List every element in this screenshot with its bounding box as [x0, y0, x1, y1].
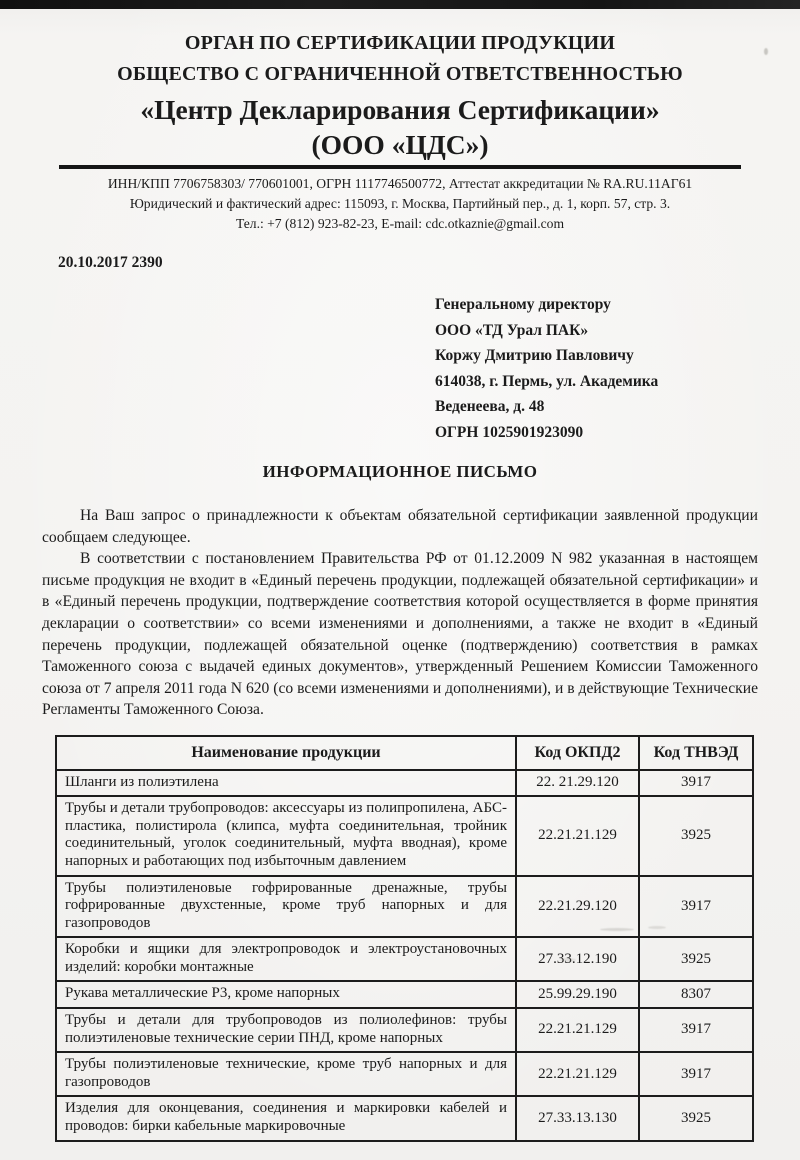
- okpd2-code-cell: 22.21.21.129: [516, 1008, 639, 1052]
- recipient-position: Генеральному директору: [435, 296, 611, 313]
- tnved-code-cell: 3925: [639, 796, 753, 875]
- product-name-cell: Трубы полиэтиленовые гофрированные дренажные, трубы гофрированные двухстенные, кроме труб напорных и для газопроводов: [56, 876, 516, 938]
- column-header-okpd2: Код ОКПД2: [516, 736, 639, 770]
- product-codes-table: [55, 735, 754, 1142]
- table-row: [56, 981, 753, 1008]
- product-name-cell: Шланги из полиэтилена: [56, 770, 516, 797]
- scan-edge-artifact: [0, 0, 800, 9]
- org-form-line: ОБЩЕСТВО С ОГРАНИЧЕННОЙ ОТВЕТСТВЕННОСТЬЮ: [117, 63, 683, 85]
- scan-artifact: [648, 926, 666, 929]
- letterhead: [0, 0, 800, 161]
- tnved-code-cell: 3925: [639, 1096, 753, 1140]
- recipient-ogrn: ОГРН 1025901923090: [435, 423, 584, 441]
- letter-date-number: 20.10.2017 2390: [58, 254, 163, 271]
- tnved-code-cell: 3917: [639, 1008, 753, 1052]
- org-phone-email: Тел.: +7 (812) 923-82-23, E-mail: cdc.otkaznie@gmail.com: [235, 216, 565, 231]
- letter-paragraph-2: В соответствии с постановлением Правительства РФ от 01.12.2009 N 982 указанная в настоящем письме продукция не входит в «Единый перечень продукции, подлежащей обязательной сертификации» и в «Единый перечень продукции, подтверждение соответствия которой осуществляется в форме принятия декларации о соответствии» со всеми изменениями и дополнениями, а также не входит в «Единый перечень продукции, подлежащей обязательной оценке (подтверждению) соответствия в рамках Таможенного союза с выдачей единых документов», утвержденный Решением Комиссии Таможенного союза от 7 апреля 2011 года N 620 (со всеми изменениями и дополнениями), и в действующие Технические Регламенты Таможенного Союза.: [42, 550, 758, 719]
- recipient-block: [435, 292, 693, 445]
- recipient-company: ООО «ТД Урал ПАК»: [435, 321, 589, 339]
- tnved-code-cell: 3917: [639, 770, 753, 797]
- table-row: [56, 796, 753, 875]
- okpd2-code-cell: 27.33.12.190: [516, 937, 639, 981]
- letterhead-divider: [59, 165, 741, 169]
- recipient-person: Коржу Дмитрию Павловичу: [435, 347, 634, 364]
- scan-artifact: [600, 928, 634, 931]
- table-row: [56, 770, 753, 797]
- okpd2-code-cell: 22.21.21.129: [516, 1052, 639, 1096]
- table-header-row: [56, 736, 753, 770]
- product-name-cell: Рукава металлические Р3, кроме напорных: [56, 981, 516, 1008]
- letterhead-contacts: [0, 174, 800, 234]
- table-row: [56, 1008, 753, 1052]
- org-type-line: ОРГАН ПО СЕРТИФИКАЦИИ ПРОДУКЦИИ: [184, 32, 616, 54]
- tnved-code-cell: 3925: [639, 937, 753, 981]
- column-header-tnved: Код ТНВЭД: [639, 736, 753, 770]
- letter-body: [42, 505, 758, 721]
- okpd2-code-cell: 22.21.29.120: [516, 876, 639, 938]
- tnved-code-cell: 3917: [639, 1052, 753, 1096]
- okpd2-code-cell: 27.33.13.130: [516, 1096, 639, 1140]
- okpd2-code-cell: 22. 21.29.120: [516, 770, 639, 797]
- table-row: [56, 1052, 753, 1096]
- recipient-address: 614038, г. Пермь, ул. Академика Веденеева, д. 48: [435, 372, 659, 415]
- table-row: [56, 1096, 753, 1140]
- product-name-cell: Коробки и ящики для электропроводок и электроустановочных изделий: коробки монтажные: [56, 937, 516, 981]
- okpd2-code-cell: 22.21.21.129: [516, 796, 639, 875]
- product-name-cell: Трубы и детали для трубопроводов из полиолефинов: трубы полиэтиленовые технические серии ПНД, кроме напорных: [56, 1008, 516, 1052]
- letter-paragraph-1: На Ваш запрос о принадлежности к объектам обязательной сертификации заявленной продукции сообщаем следующее.: [42, 507, 758, 546]
- column-header-product: Наименование продукции: [56, 736, 516, 770]
- scan-artifact: [560, 958, 576, 962]
- org-requisites: ИНН/КПП 7706758303/ 770601001, ОГРН 1117746500772, Аттестат аккредитации № RA.RU.11АГ61: [107, 176, 693, 191]
- product-name-cell: Трубы и детали трубопроводов: аксессуары из полипропилена, АБС-пластика, полистирола (клипса, муфта соединительная, тройник соединительный, уголок соединительный, муфта вводная), кроме напорных и работающих под избыточным давлением: [56, 796, 516, 875]
- org-address: Юридический и фактический адрес: 115093, г. Москва, Партийный пер., д. 1, корп. 57, стр. 3.: [129, 196, 671, 211]
- letter-title: ИНФОРМАЦИОННОЕ ПИСЬМО: [262, 462, 538, 481]
- scan-artifact: [764, 48, 768, 55]
- org-name: «Центр Декларирования Сертификации»: [140, 94, 660, 125]
- okpd2-code-cell: 25.99.29.190: [516, 981, 639, 1008]
- org-short-name: (ООО «ЦДС»): [311, 129, 489, 160]
- product-name-cell: Изделия для оконцевания, соединения и маркировки кабелей и проводов: бирки кабельные маркировочные: [56, 1096, 516, 1140]
- product-name-cell: Трубы полиэтиленовые технические, кроме труб напорных и для газопроводов: [56, 1052, 516, 1096]
- table-row: [56, 937, 753, 981]
- tnved-code-cell: 3917: [639, 876, 753, 938]
- tnved-code-cell: 8307: [639, 981, 753, 1008]
